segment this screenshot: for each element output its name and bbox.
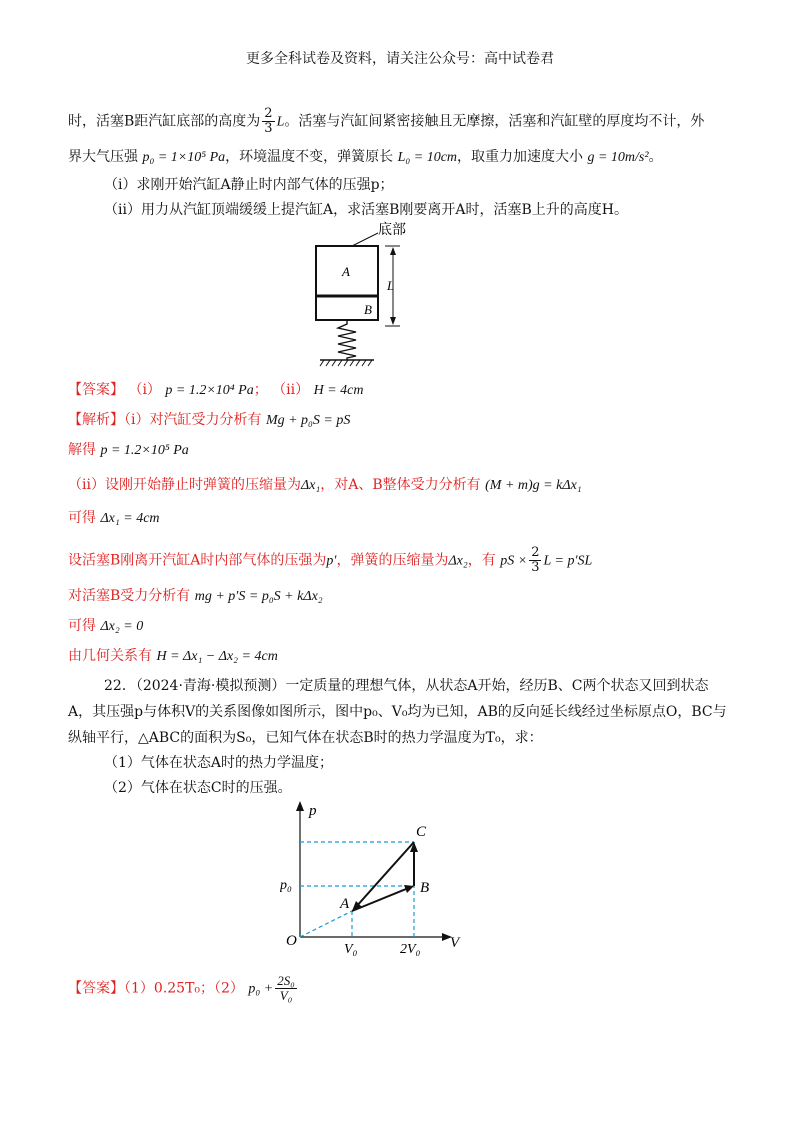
problem21-question1: （i）求刚开始汽缸A静止时内部气体的压强p； [104, 177, 394, 193]
problem22-line3: 纵轴平行，△ABC的面积为S₀，已知气体在状态B时的热力学温度为T₀，求： [68, 730, 543, 746]
answer22-part1: （1）0.25T₀；（2） [124, 980, 244, 997]
step5-text-b: ，弹簧的压缩量为 [336, 552, 449, 569]
step5-fraction: $\frac{2}{3}$ [531, 545, 540, 575]
problem22-question1: （1）气体在状态A时的热力学温度； [104, 755, 334, 771]
problem21-question2: （ii）用力从汽缸顶端缓缓上提汽缸A，求活塞B刚要离开A时，活塞B上升的高度H。 [104, 202, 628, 218]
line2-text-a: 界大气压强 [68, 149, 138, 165]
analysis-step8 [68, 646, 278, 667]
problem21-line1 [68, 107, 704, 136]
spring [338, 320, 356, 360]
step6-text: 对活塞B受力分析有 [68, 588, 191, 604]
step6-formula: mg + p′S = p₀S + kΔx₂ [194, 589, 323, 604]
formula-L0: L₀ = 10cm [397, 150, 458, 165]
label-A: A [342, 264, 350, 279]
v0-tick-label: V₀ [344, 942, 358, 957]
answer21 [68, 380, 363, 401]
step5-formula-a: pS × [500, 553, 528, 569]
label-bottom: 底部 [378, 223, 406, 238]
answer-tag: 【答案】 [68, 382, 124, 398]
step3-formula: (M + m)g = kΔx₁ [485, 478, 582, 493]
step2-text: 解得 [68, 442, 96, 458]
origin-label: O [286, 933, 297, 949]
v-axis-label: V [450, 935, 460, 951]
formula-g: g = 10m/s² [587, 150, 649, 165]
answer-part1-label: （i） [128, 382, 161, 398]
step2-formula: p = 1.2×10⁵ Pa [100, 443, 189, 458]
analysis-step2 [68, 440, 189, 461]
fraction-two-thirds: $\frac{2}{3}$ [264, 106, 273, 136]
step8-formula: H = Δx₁ − Δx₂ = 4cm [156, 649, 278, 664]
analysis-tag: 【解析】 [68, 412, 124, 428]
var-L: L [276, 114, 285, 130]
step7-formula: Δx₂ = 0 [100, 619, 144, 634]
step5-pprime: p′ [326, 553, 337, 569]
point-B-label: B [420, 880, 430, 896]
step3-text-a: （ii）设刚开始静止时弹簧的压缩量为 [68, 477, 301, 493]
analysis-step3 [68, 475, 582, 496]
header-banner: 更多全科试卷及资料，请关注公众号：高中试卷君 [246, 51, 554, 67]
step5-formula-b: L = p′SL [543, 553, 593, 569]
step7-text: 可得 [68, 618, 96, 634]
step3-text-b: ，对A、B整体受力分析有 [320, 477, 481, 493]
answer22-fraction: $\frac{\text{2S₀}}{\text{V₀}}$ [277, 973, 295, 1003]
pv-graph [280, 795, 480, 965]
p-axis-label: p [309, 803, 317, 819]
cylinder-spring-figure [300, 218, 440, 368]
step4-text: 可得 [68, 510, 96, 526]
analysis-step6 [68, 586, 323, 607]
step3-dx1: Δx₁ [300, 478, 321, 493]
point-A-label: A [340, 896, 350, 912]
answer-separator: ； [253, 382, 268, 398]
problem22-line1: 22．（2024·青海·模拟预测）一定质量的理想气体，从状态A开始，经历B、C两个状态又回到状态 [104, 678, 709, 694]
point-C-label: C [416, 824, 427, 840]
analysis-step7 [68, 616, 143, 637]
2v0-tick-label: 2V₀ [400, 942, 421, 957]
p0-tick-label: p₀ [280, 878, 292, 893]
problem22-line2: A，其压强p与体积V的关系图像如图所示，图中p₀、V₀均为已知，AB的反向延长线经过坐标原点O，BC与 [68, 704, 727, 720]
formula-p0: p₀ = 1×10⁵ Pa [142, 150, 226, 165]
analysis-step1 [68, 410, 350, 431]
answer-part2-label: （ii） [272, 382, 310, 398]
step8-text: 由几何关系有 [68, 648, 152, 664]
line1-text-a: 时，活塞B距汽缸底部的高度为 [68, 113, 261, 130]
step4-formula: Δx₁ = 4cm [100, 511, 160, 526]
answer22-part2-pre: p₀ + [248, 981, 274, 997]
step5-text-a: 设活塞B刚离开汽缸A时内部气体的压强为 [68, 552, 327, 569]
label-L: L [387, 278, 395, 293]
problem21-line2 [68, 147, 663, 168]
step5-text-c: ，有 [467, 552, 496, 569]
problem22-question2: （2）气体在状态C时的压强。 [104, 780, 292, 796]
line2-text-c: ，取重力加速度大小 [457, 149, 584, 165]
label-B: B [364, 302, 372, 317]
answer-part1-formula: p = 1.2×10⁴ Pa [165, 383, 254, 398]
line1-text-b: 。活塞与汽缸间紧密接触且无摩擦，活塞和汽缸壁的厚度均不计，外 [284, 113, 705, 130]
analysis-step5 [68, 546, 592, 575]
line2-text-d: 。 [648, 149, 663, 165]
answer22-tag: 【答案】 [68, 980, 124, 997]
step1-text: （i）对汽缸受力分析有 [124, 412, 262, 428]
line2-text-b: ，环境温度不变，弹簧原长 [225, 149, 394, 165]
step1-formula: Mg + p₀S = pS [265, 413, 351, 428]
step5-dx2: Δx₂ [448, 553, 468, 569]
analysis-step4 [68, 508, 160, 529]
answer22 [68, 974, 299, 1003]
answer-part2-formula: H = 4cm [313, 383, 364, 398]
